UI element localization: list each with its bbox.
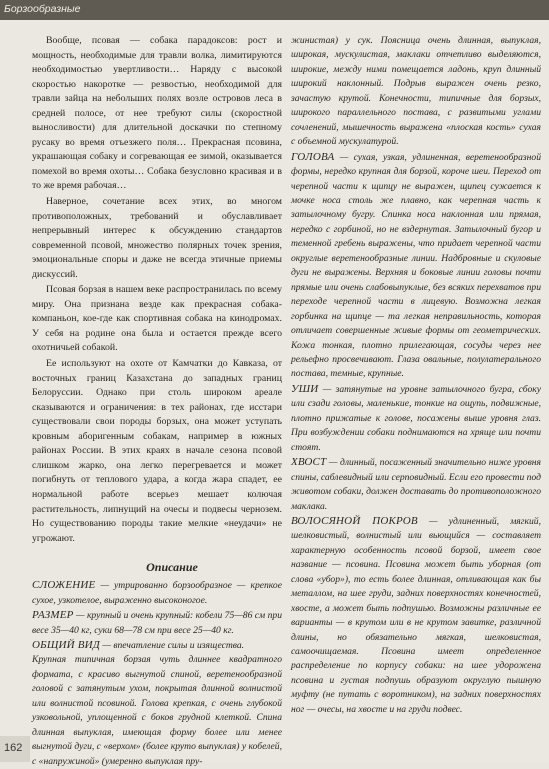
term-build: СЛОЖЕНИЕ: [32, 579, 96, 592]
text-coat: — удлиненный, мягкий, шелковистый, волнистый или вьющийся — составляет характерную особенность псовой борзой, имеет свое название — псовина. Псовина может быть уборная (от слова «убор»), то есть более длинная, отливающая как бы металлом, на шее груди, задних поверхностях конечностей, хвосте, а может быть подпушью. Возможны различные ее варианты — в крутом или в не крутом завитке, различной длины, но обязательно мягкая, шелковистая, самоочищаемая. Псовина имеет определенное распределение по корпусу собаки: на шее удорожена псовина и густая подпушь образуют округлую пышную муфту (не путать с воротником), на задних поверхностях ног — очесы, на хвосте и на груди подвес.: [291, 515, 541, 715]
text-size: — крупный и очень крупный: кобели 75—86 см при весе 35—40 кг, суки 68—78 см при весе 25—40 кг.: [32, 610, 282, 636]
entry-build: [32, 578, 282, 608]
entry-head: [291, 150, 541, 382]
paragraph-hunting-range: Ее используют на охоте от Камчатки до Кавказа, от восточных границ Казахстана до западных границ Белоруссии. Однако при столь широком ареале сказываются и ограничения: в тех районах, где исстари существовали свои породы борзых, она может уступать кровным аборигенным собакам, например в южных районах России. В этих краях в начале сезона псовой слишком жарко, она легко перегревается и может погибнуть от теплового удара, а когда жара спадет, ее нормальной работе всерьез мешает колючая растительность, липнущий на очесы и подвесы чернозем. Но существованию породы такие мелкие «неудачи» не угрожают.: [32, 358, 282, 544]
entry-coat: [291, 514, 541, 717]
paragraph-standards: Наверное, сочетание всех этих, во многом противоположных, требований и обуславливает непрерывный интерес к обсуждению стандартов современной псовой, множество полярных точек зрения, эмоциональные споры и даже не всегда этичные приемы дискуссий.: [32, 196, 282, 280]
term-coat: ВОЛОСЯНОЙ ПОКРОВ: [291, 514, 418, 527]
left-column: [32, 34, 282, 769]
text-general-view-continued: Крупная типичная борзая чуть длиннее квадратного формата, с красиво выгнутой спиной, веретенообразной головой с затянутым ухом, покрытая длинной волнистой или волнистой псовиной. Голова крепкая, с очень глубокой узковольной, уплощенной с боков грудной клеткой. Спина длинная выпуклая, имеющая форму более или менее выгнутой дуги, с «верхом» (более круто выпуклая) у кобелей, с «напружиной» (умеренно выпуклая пру-: [32, 654, 282, 767]
paragraph-distribution: Псовая борзая в нашем веке распространилась по всему миру. Она признана везде как прекрасная собака-компаньон, кое-где как спортивная собака на кинодромах. У себя на родине она была и остается прежде всего охотничьей собакой.: [32, 284, 282, 354]
entry-ears: [291, 382, 541, 455]
text-ears: — затянутые на уровне затылочного бугра, сбоку или сзади головы, маленькие, тонкие на ощупь, подвижные, плотно прижатые к голове, посажены выше уровня глаз. При возбуждении собаки поднимаются на хряще или почти стоят.: [291, 383, 541, 453]
term-size: РАЗМЕР: [32, 609, 74, 622]
text-tail: — длинный, посаженный значительно ниже уровня спины, саблевидный или серповидный. Если его провести под животом собаки, должен доставать до противоположного маклака.: [291, 457, 541, 512]
page-header-bar: [0, 0, 549, 20]
page-number-box: [0, 736, 30, 762]
text-general-view: — впечатление силы и изящества.: [100, 639, 245, 651]
entry-tail: [291, 455, 541, 514]
term-general-view: ОБЩИЙ ВИД: [32, 638, 101, 651]
term-ears: УШИ: [291, 382, 319, 395]
term-tail: ХВОСТ: [291, 456, 327, 469]
page-number: 162: [4, 742, 23, 754]
text-body-continued: жинистая) у сук. Поясница очень длинная, выпуклая, широкая, мускулистая, маклаки отчетливо выделяются, широкие, между ними помещается ладонь, круп длинный широкий наклонный. Подрыв выражен очень резко, зачастую крутой. Конечности, типичные для борзых, широкого параллельного постава, с развитыми углами сочленений, мышечность выражена «плоская кость» сухая с объемной мускулатурой.: [291, 35, 541, 148]
text-build: — утрированно борзообразное — крепкое сухое, узкотелое, выраженно высоконогое.: [32, 580, 282, 606]
paragraph-paradox: Вообще, псовая — собака парадоксов: рост и мощность, необходимые для травли волка, лимитируются необходимостью увертливости… Наряду с высокой скоростью накоротке — резвостью, необходимой для травли зайца на небольших полях возле островов леса в средней полосе, от нее требуют силы (скоростной выносливости) для длительной доскачки по степному русаку во время отъезжего поля… Прекрасная псовина, украшающая собаку и согревающая ее зимой, оказывается помехой во время охоты… Собака безусловно красивая и в то же время рабочая…: [32, 35, 282, 192]
running-header-title: Борзообразные: [4, 3, 81, 15]
text-head: — сухая, узкая, удлиненная, веретенообразной формы, нередко крупная для борзой, короче шеи. Переход от черепной части к щипцу не выражен, щипец сужается к мочке носа столь же плавно, как черепная часть к затылочному бугру. Спинка носа наклонная или прямая, нередко с горбиной, но не вздернутая. Затылочный бугор и теменной гребень выражены, что придает черепной части округлые веретенообразные линии. Надбровные и скуловые дуги не выражены. Верхняя и боковые линии головы почти прямые или очень слабовыпуклые, без всяких перехватов при переходе черепной части в лицевую. Возможна легкая горбинка на щипце — та легкая неправильность, которая отличает совершенные живые формы от геометрических. Кожа тонкая, плотно прилегающая, сосуды через нее рельефно просвечивают. Глаза овальные, полулатерального постава, темные, крупные.: [291, 151, 541, 380]
term-head: ГОЛОВА: [291, 150, 335, 163]
entry-size: [32, 608, 282, 638]
right-column: [291, 34, 541, 717]
section-title-description: Описание: [146, 560, 198, 575]
entry-general-view: [32, 638, 282, 653]
